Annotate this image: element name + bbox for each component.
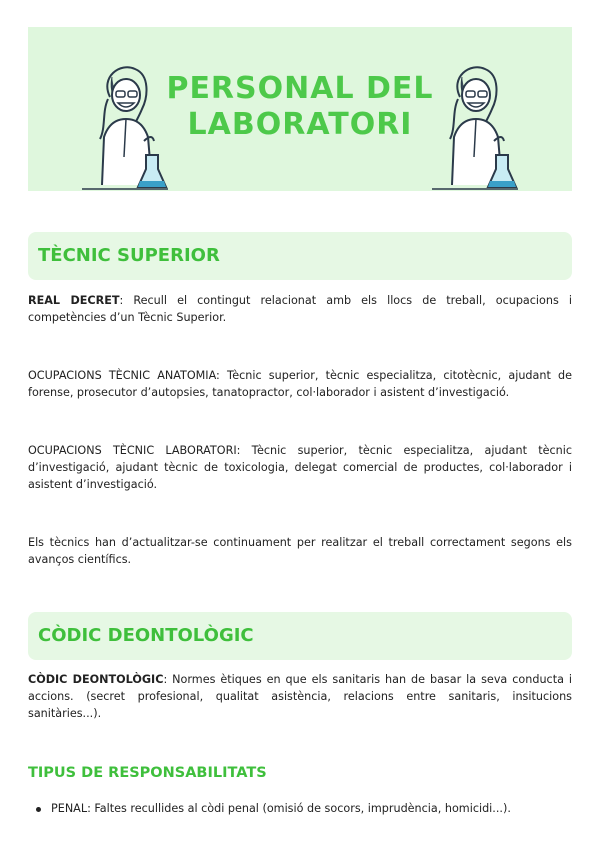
- section-title: TÈCNIC SUPERIOR: [38, 245, 220, 266]
- header-banner: [28, 27, 572, 191]
- paragraph-text: : Recull el contingut relacionat amb els llocs de treball, ocupacions i competències d’un Tècnic Superior.: [28, 294, 573, 324]
- paragraph-text: : Normes ètiques en que els sanitaris han de basar la seva conducta i accions. (secret profesional, qualitat asistència, relacions entre sanitaris, insitucions sanitàries...).: [28, 673, 573, 720]
- list-item: [36, 800, 566, 817]
- paragraph-real-decret: [28, 292, 572, 326]
- scientist-icon: [430, 57, 520, 191]
- list-item-text: PENAL: Faltes recullides al còdi penal (omisió de socors, imprudència, homicidi...).: [51, 802, 511, 815]
- section-heading-box: [28, 232, 572, 280]
- bullet-dot-icon: [36, 807, 41, 812]
- paragraph-actualitzacio: Els tècnics han d’actualitzar-se continuament per realitzar el treball correctament segons els avanços científics.: [28, 536, 572, 566]
- title-line-2: LABORATORI: [187, 107, 413, 142]
- title-line-1: PERSONAL DEL: [166, 71, 434, 106]
- paragraph-ocupacions-anatomia: OCUPACIONS TÈCNIC ANATOMIA: Tècnic superior, tècnic especialitza, citotècnic, ajudant de forense, prosecutor d’autopsies, tanatopractor, col·laborador i asistent d’investigació.: [28, 369, 572, 399]
- paragraph-label: REAL DECRET: [28, 294, 120, 307]
- section-title: CÒDIC DEONTOLÒGIC: [38, 625, 254, 646]
- paragraph-label: CÒDIC DEONTOLÒGIC: [28, 673, 164, 686]
- paragraph-codi-deontologic: [28, 671, 572, 722]
- subheading-responsabilitats: TIPUS DE RESPONSABILITATS: [28, 765, 267, 781]
- paragraph-ocupacions-laboratori: OCUPACIONS TÈCNIC LABORATORI: Tècnic superior, tècnic especialitza, ajudant tècnic d’investigació, ajudant tècnic de toxicologia, delegat comercial de productes, col·laborador i asistent d’investigació.: [28, 444, 572, 491]
- section-heading-box: [28, 612, 572, 660]
